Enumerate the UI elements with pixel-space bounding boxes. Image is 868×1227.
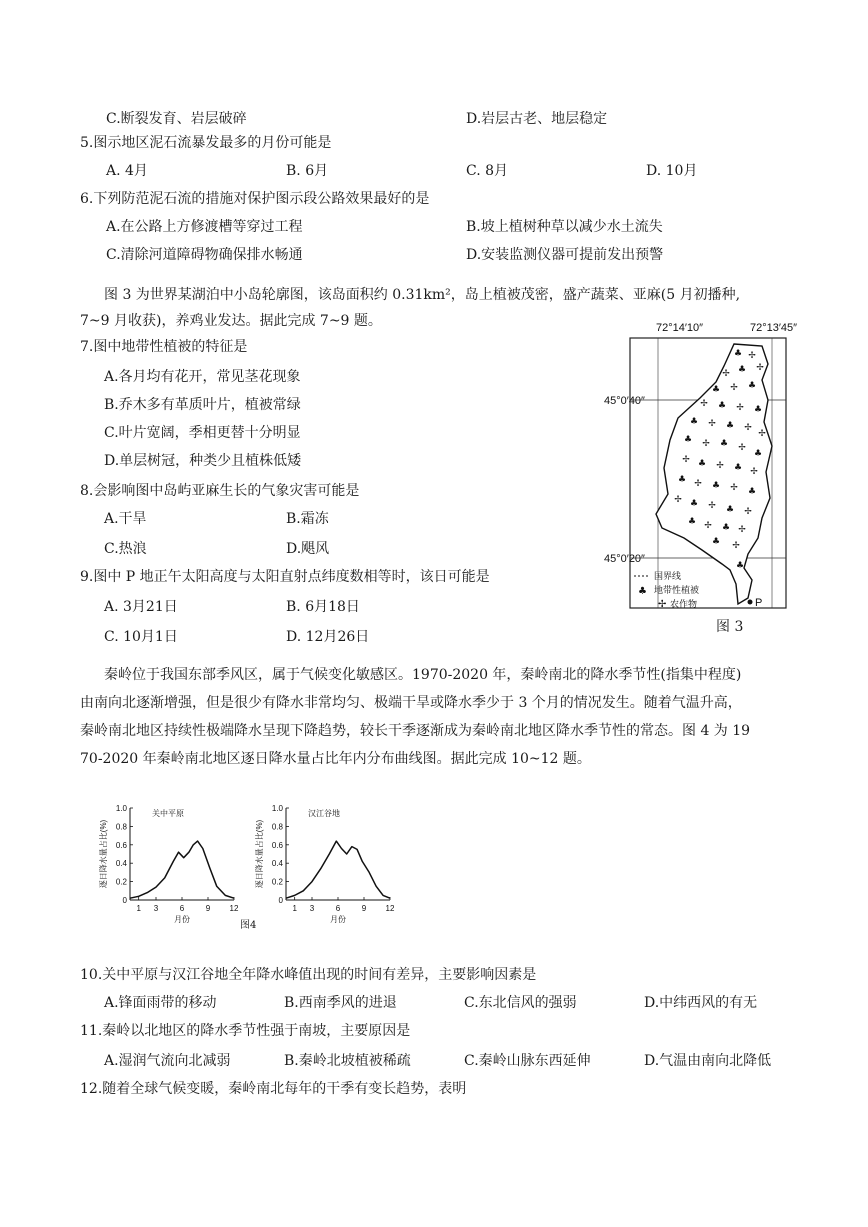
q7-option-b: B.乔木多有革质叶片，植被常绿	[104, 397, 301, 413]
y-tick-label: 0.4	[271, 859, 283, 869]
y-tick-label: 0	[278, 896, 283, 905]
crop-symbol: ✢	[750, 467, 758, 477]
chart-guanzhong	[98, 804, 239, 924]
vegetation-symbol: ♣	[735, 561, 745, 571]
crop-symbol: ✢	[744, 423, 752, 433]
q4-option-c: C.断裂发育、岩层破碎	[106, 111, 247, 127]
y-tick-label: 1.0	[115, 804, 127, 813]
y-tick-label: 0.6	[115, 840, 127, 850]
figure3-legend-crop-icon: ✢	[658, 599, 667, 610]
q9-option-a: A. 3月21日	[104, 599, 178, 615]
q5-option-d: D. 10月	[646, 163, 698, 179]
q5-option-c: C. 8月	[466, 163, 509, 179]
q7-option-d: D.单层树冠，种类少且植株低矮	[104, 453, 302, 469]
intro4-line1: 秦岭位于我国东部季风区，属于气候变化敏感区。1970-2020 年，秦岭南北的降水季节性(指集中程度)	[104, 667, 742, 683]
crop-symbol: ✢	[736, 403, 744, 413]
figure3-lat2-label: 45°0′20″	[604, 553, 645, 565]
vegetation-symbol: ♣	[683, 435, 693, 445]
chart-hanjiang	[254, 804, 395, 924]
q11-option-d: D.气温由南向北降低	[644, 1053, 772, 1069]
figure3-point-p	[748, 600, 753, 605]
series-line	[130, 841, 234, 898]
vegetation-symbol: ♣	[711, 385, 721, 395]
figure3-lon2-label: 72°13′45″	[750, 322, 798, 334]
figure3-legend-veg-label: 地带性植被	[654, 585, 700, 595]
intro4-line3: 秦岭南北地区持续性极端降水呈现下降趋势，较长干季逐渐成为秦岭南北地区降水季节性的常态。图 4 为 19	[80, 723, 751, 739]
q11-option-c: C.秦岭山脉东西延伸	[464, 1053, 591, 1069]
q6-option-b: B.坡上植树种草以减少水土流失	[466, 219, 663, 235]
y-tick-label: 0.8	[115, 822, 127, 832]
vegetation-symbol: ♣	[747, 381, 757, 391]
figure4-charts	[96, 800, 416, 940]
x-tick-label: 6	[335, 904, 341, 913]
vegetation-symbol: ♣	[725, 505, 735, 515]
vegetation-symbol: ♣	[753, 405, 763, 415]
vegetation-symbol: ♣	[737, 365, 747, 375]
x-tick-label: 6	[179, 904, 185, 913]
q9-option-c: C. 10月1日	[104, 629, 178, 645]
crop-symbol: ✢	[700, 399, 708, 409]
figure4-caption: 图4	[240, 920, 257, 931]
vegetation-symbol: ♣	[687, 517, 697, 527]
x-tick-label: 12	[229, 904, 239, 913]
figure3-legend-border-label: 国界线	[654, 571, 682, 581]
q8-option-a: A.干旱	[104, 511, 147, 527]
figure3-lon1-label: 72°14′10″	[656, 322, 704, 334]
q4-option-d: D.岩层古老、地层稳定	[466, 111, 608, 127]
q10-option-a: A.锋面雨带的移动	[104, 995, 217, 1011]
crop-symbol: ✢	[702, 439, 710, 449]
q9-stem: 9.图中 P 地正午太阳高度与太阳直射点纬度数相等时，该日可能是	[80, 569, 490, 585]
vegetation-symbol: ♣	[717, 401, 727, 411]
figure3-caption: 图 3	[716, 619, 744, 635]
x-tick-label: 12	[385, 904, 395, 913]
crop-symbol: ✢	[704, 521, 712, 531]
q8-stem: 8.会影响图中岛屿亚麻生长的气象灾害可能是	[80, 483, 360, 499]
vegetation-symbol: ♣	[689, 499, 699, 509]
y-tick-label: 0.6	[271, 840, 283, 850]
vegetation-symbol: ♣	[733, 349, 743, 359]
vegetation-symbol: ♣	[697, 459, 707, 469]
q6-option-c: C.清除河道障碍物确保排水畅通	[106, 247, 303, 263]
y-tick-label: 0.2	[115, 877, 127, 887]
crop-symbol: ✢	[730, 483, 738, 493]
x-tick-label: 1	[292, 904, 297, 913]
q11-stem: 11.秦岭以北地区的降水季节性强于南坡，主要原因是	[80, 1023, 411, 1039]
figure3-point-p-label: P	[755, 597, 763, 609]
vegetation-symbol: ♣	[721, 523, 731, 533]
q10-option-b: B.西南季风的进退	[284, 995, 397, 1011]
q6-option-d: D.安装监测仪器可提前发出预警	[466, 247, 664, 263]
chart-title: 汉江谷地	[308, 809, 340, 818]
crop-symbol: ✢	[674, 495, 682, 505]
crop-symbol: ✢	[694, 479, 702, 489]
y-tick-label: 0	[122, 896, 127, 905]
y-tick-label: 0.2	[271, 877, 283, 887]
vegetation-symbol: ♣	[711, 537, 721, 547]
q10-stem: 10.关中平原与汉江谷地全年降水峰值出现的时间有差异，主要影响因素是	[80, 967, 537, 983]
crop-symbol: ✢	[756, 363, 764, 373]
q8-option-b: B.霜冻	[286, 511, 329, 527]
crop-symbol: ✢	[716, 461, 724, 471]
crop-symbol: ✢	[732, 541, 740, 551]
x-axis-label: 月份	[174, 915, 190, 924]
vegetation-symbol: ♣	[677, 475, 687, 485]
y-tick-label: 0.8	[271, 822, 283, 832]
x-axis-label: 月份	[330, 915, 346, 924]
y-axis-label: 逐日降水量占比(%)	[255, 819, 264, 889]
q11-option-b: B.秦岭北坡植被稀疏	[284, 1053, 411, 1069]
intro3-line2: 7~9 月收获)，养鸡业发达。据此完成 7~9 题。	[80, 313, 382, 329]
crop-symbol: ✢	[748, 351, 756, 361]
vegetation-symbol: ♣	[719, 439, 729, 449]
series-line	[286, 841, 390, 898]
q10-option-d: D.中纬西风的有无	[644, 995, 758, 1011]
x-tick-label: 1	[136, 904, 141, 913]
intro4-line2: 由南向北逐渐增强，但是很少有降水非常均匀、极端干旱或降水季少于 3 个月的情况发生。随着气温升高，	[80, 695, 742, 711]
crop-symbol: ✢	[738, 525, 746, 535]
crop-symbol: ✢	[758, 429, 766, 439]
x-tick-label: 9	[205, 904, 211, 913]
crop-symbol: ✢	[722, 369, 730, 379]
vegetation-symbol: ♣	[753, 449, 763, 459]
q7-option-c: C.叶片宽阔，季相更替十分明显	[104, 425, 301, 441]
q5-option-b: B. 6月	[286, 163, 329, 179]
q6-option-a: A.在公路上方修渡槽等穿过工程	[106, 219, 303, 235]
figure3-legend-veg-icon: ♣	[638, 586, 647, 597]
q6-stem: 6.下列防范泥石流的措施对保护图示段公路效果最好的是	[80, 191, 430, 207]
x-tick-label: 9	[361, 904, 367, 913]
q12-stem: 12.随着全球气候变暖，秦岭南北每年的干季有变长趋势，表明	[80, 1081, 467, 1097]
q8-option-d: D.飓风	[286, 541, 330, 557]
q9-option-b: B. 6月18日	[286, 599, 360, 615]
x-tick-label: 3	[153, 904, 159, 913]
vegetation-symbol: ♣	[747, 487, 757, 497]
q8-option-c: C.热浪	[104, 541, 147, 557]
y-axis-label: 逐日降水量占比(%)	[99, 819, 108, 889]
q10-option-c: C.东北信风的强弱	[464, 995, 577, 1011]
vegetation-symbol: ♣	[689, 417, 699, 427]
vegetation-symbol: ♣	[725, 421, 735, 431]
q5-stem: 5.图示地区泥石流暴发最多的月份可能是	[80, 135, 332, 151]
crop-symbol: ✢	[738, 443, 746, 453]
q9-option-d: D. 12月26日	[286, 629, 370, 645]
figure3-island-map	[604, 318, 798, 638]
intro3-line1: 图 3 为世界某湖泊中小岛轮廓图，该岛面积约 0.31km²，岛上植被茂密，盛产蔬菜、亚麻(5 月初播种,	[104, 287, 741, 303]
crop-symbol: ✢	[708, 419, 716, 429]
figure3-legend-crop-label: 农作物	[670, 599, 698, 609]
q11-option-a: A.湿润气流向北减弱	[104, 1053, 231, 1069]
intro4-line4: 70-2020 年秦岭南北地区逐日降水量占比年内分布曲线图。据此完成 10~12 题。	[80, 751, 591, 767]
crop-symbol: ✢	[744, 507, 752, 517]
figure3-lat1-label: 45°0′40″	[604, 395, 645, 407]
chart-title: 关中平原	[152, 809, 184, 818]
y-tick-label: 0.4	[115, 859, 127, 869]
crop-symbol: ✢	[708, 501, 716, 511]
q7-option-a: A.各月均有花开，常见茎花现象	[104, 369, 301, 385]
vegetation-symbol: ♣	[733, 463, 743, 473]
crop-symbol: ✢	[682, 455, 690, 465]
y-tick-label: 1.0	[271, 804, 283, 813]
crop-symbol: ✢	[730, 383, 738, 393]
x-tick-label: 3	[309, 904, 315, 913]
vegetation-symbol: ♣	[711, 481, 721, 491]
q7-stem: 7.图中地带性植被的特征是	[80, 339, 248, 355]
q5-option-a: A. 4月	[106, 163, 148, 179]
